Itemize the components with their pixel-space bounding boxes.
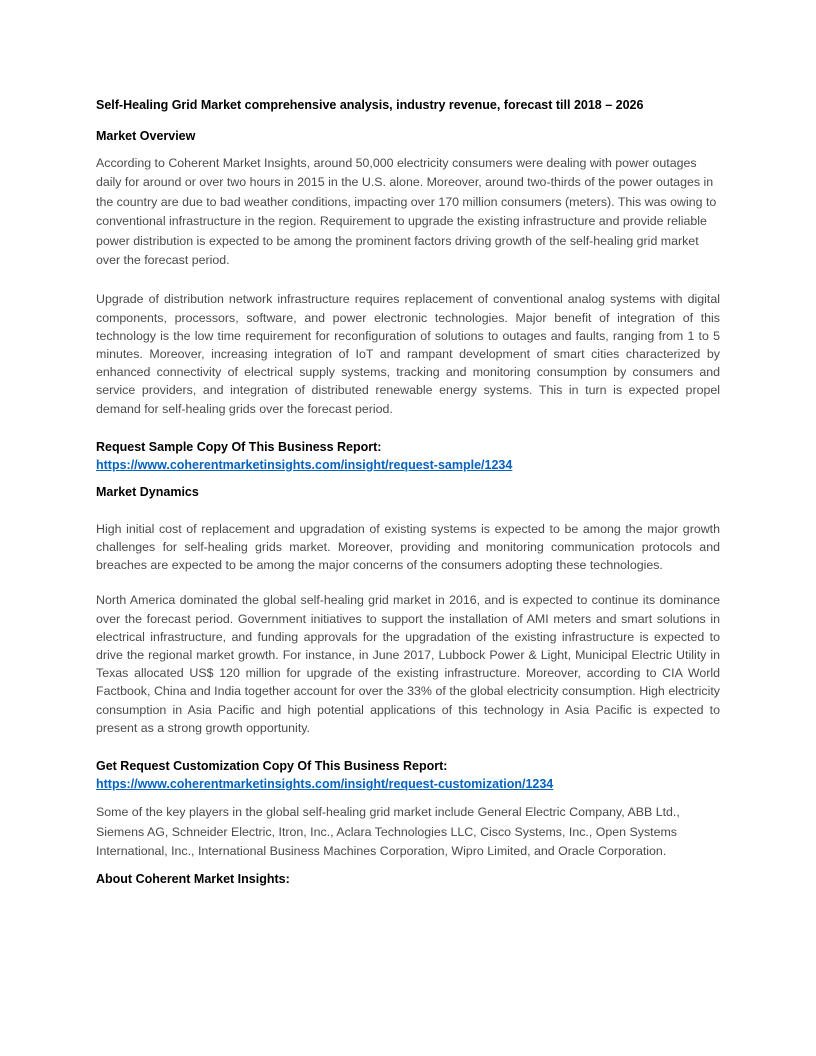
sample-request-link[interactable]: https://www.coherentmarketinsights.com/insight/request-sample/1234	[96, 457, 513, 472]
market-overview-paragraph-1: According to Coherent Market Insights, around 50,000 electricity consumers were dealing with power outages daily for around or over two hours in 2015 in the U.S. alone. Moreover, around two-thirds of the power outages in the country are due to bad weather conditions, impacting over 170 million consumers (meters). This was owing to conventional infrastructure in the region. Requirement to upgrade the existing infrastructure and provide reliable power distribution is expected to be among the prominent factors driving growth of the self-healing grid market over the forecast period.	[96, 156, 717, 268]
sample-request-label: Request Sample Copy Of This Business Report:	[96, 439, 382, 454]
market-dynamics-paragraph-2: North America dominated the global self-healing grid market in 2016, and is expected to continue its dominance over the forecast period. Government initiatives to support the installation of AMI meters and smart solutions in electrical infrastructure, and funding approvals for the upgradation of the existing infrastructure is expected to drive the regional market growth. For instance, in June 2017, Lubbock Power & Light, Municipal Electric Utility in Texas allocated US$ 120 million for upgrade of the existing infrastructure. Moreover, according to CIA World Factbook, China and India together account for over the 33% of the global electricity consumption. High electricity consumption in Asia Pacific and high potential applications of this technology in Asia Pacific is expected to present as a strong growth opportunity.	[96, 593, 720, 735]
document-title: Self-Healing Grid Market comprehensive analysis, industry revenue, forecast till 2018 – 2026	[96, 98, 644, 112]
customization-request-label: Get Request Customization Copy Of This Business Report:	[96, 759, 448, 774]
market-dynamics-heading: Market Dynamics	[96, 484, 199, 499]
market-overview-heading: Market Overview	[96, 129, 196, 143]
about-heading: About Coherent Market Insights:	[96, 872, 290, 887]
document-page	[96, 96, 720, 897]
customization-request-link[interactable]: https://www.coherentmarketinsights.com/insight/request-customization/1234	[96, 777, 554, 792]
market-dynamics-paragraph-1: High initial cost of replacement and upgradation of existing systems is expected to be among the major growth challenges for self-healing grids market. Moreover, providing and monitoring communication protocols and breaches are expected to be among the major concerns of the consumers adopting these technologies.	[96, 521, 720, 573]
key-players-paragraph: Some of the key players in the global self-healing grid market include General Electric Company, ABB Ltd., Siemens AG, Schneider Electric, Itron, Inc., Aclara Technologies LLC, Cisco Systems, Inc., Open Systems International, Inc., International Business Machines Corporation, Wipro Limited, and Oracle Corporation.	[96, 805, 680, 858]
market-overview-paragraph-2: Upgrade of distribution network infrastructure requires replacement of conventional analog systems with digital components, processors, software, and power electronic technologies. Major benefit of integration of this technology is the low time requirement for reconfiguration of solutions to outages and faults, ranging from 1 to 5 minutes. Moreover, increasing integration of IoT and rampant development of smart cities characterized by enhanced connectivity of electrical supply systems, tracking and monitoring consumption by consumers and service providers, and integration of distributed renewable energy systems. This in turn is expected propel demand for self-healing grids over the forecast period.	[96, 292, 720, 416]
